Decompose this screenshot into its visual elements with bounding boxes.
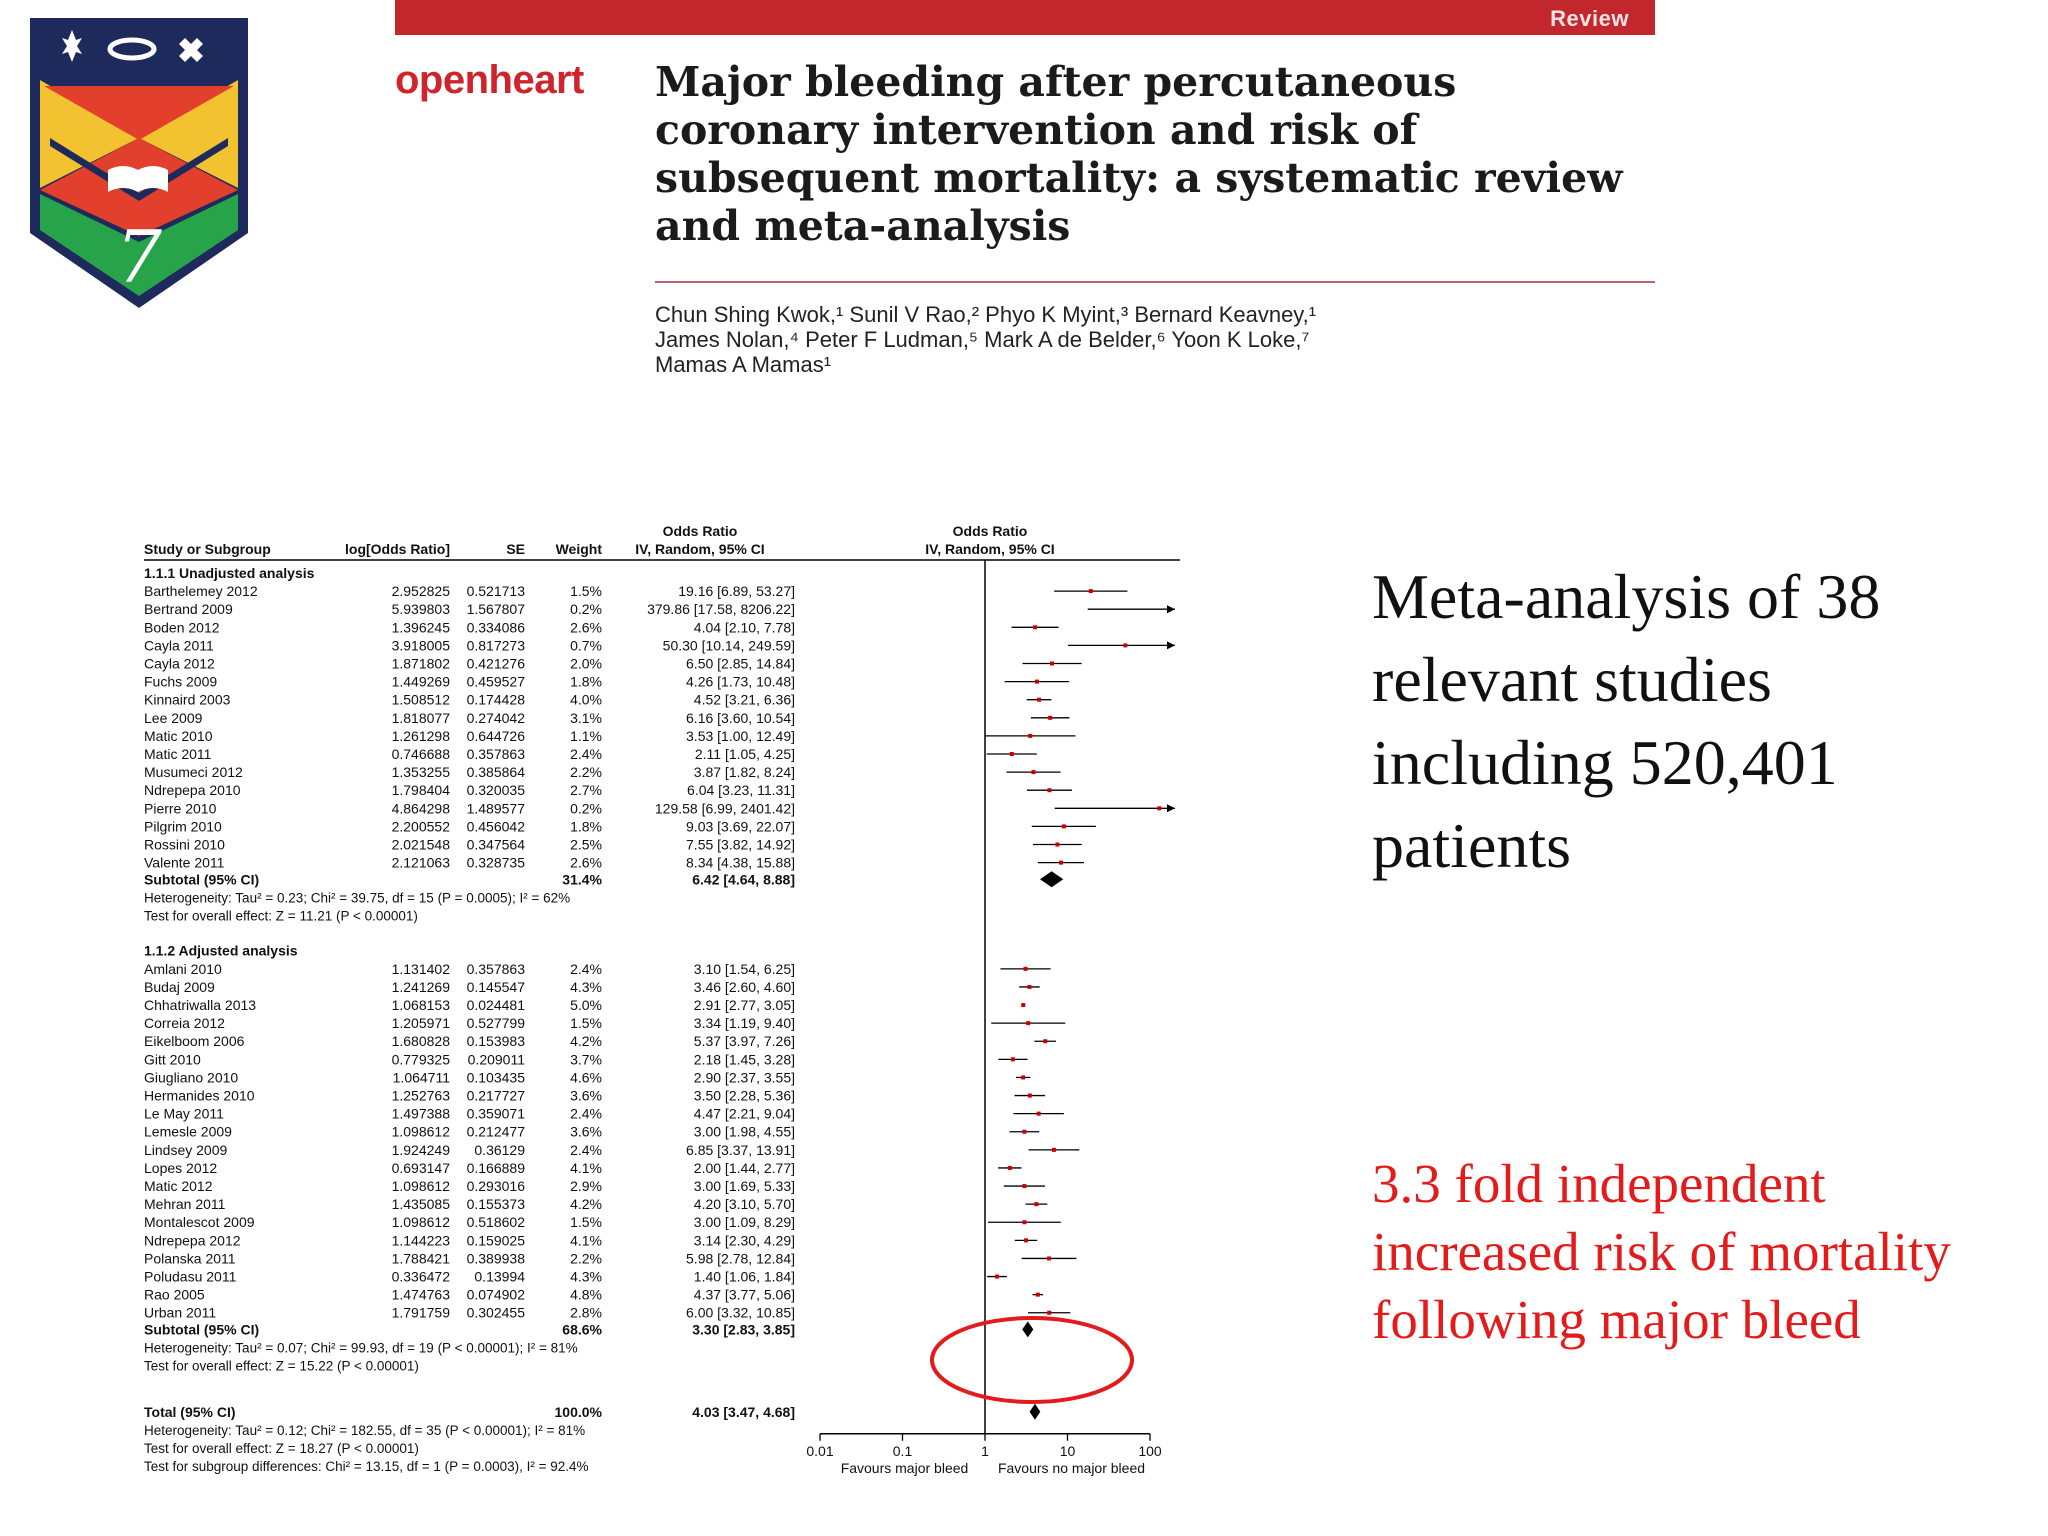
study-name: Rao 2005 (144, 1286, 205, 1303)
study-ci-text: 2.18 [1.45, 3.28] (693, 1051, 795, 1068)
study-logor: 1.871802 (391, 655, 450, 672)
study-logor: 1.205971 (391, 1015, 450, 1032)
study-1-10-point (1052, 1148, 1056, 1152)
study-logor: 1.497388 (391, 1105, 450, 1122)
study-se: 0.456042 (466, 818, 525, 835)
study-weight: 0.2% (570, 601, 602, 618)
study-logor: 5.939803 (391, 601, 450, 618)
study-logor: 1.098612 (391, 1214, 450, 1231)
study-weight: 1.8% (570, 818, 602, 835)
study-weight: 2.6% (570, 854, 602, 871)
study-ci-text: 6.04 [3.23, 11.31] (687, 782, 795, 799)
study-name: Kinnaird 2003 (144, 691, 231, 708)
study-ci-text: 4.47 [2.21, 9.04] (693, 1105, 795, 1122)
study-se: 1.489577 (466, 800, 525, 817)
study-se: 0.074902 (466, 1286, 525, 1303)
study-logor: 1.098612 (391, 1123, 450, 1140)
subtotal-diamond (1022, 1321, 1033, 1337)
study-name: Hermanides 2010 (144, 1087, 255, 1104)
weight-column-header: Weight (555, 541, 602, 557)
study-ci-text: 129.58 [6.99, 2401.42] (654, 800, 795, 817)
study-se: 0.13994 (474, 1268, 525, 1285)
study-ci-text: 379.86 [17.58, 8206.22] (647, 601, 795, 618)
study-1-19-point (1047, 1311, 1051, 1315)
study-weight: 5.0% (570, 997, 602, 1014)
subtotal-label: Subtotal (95% CI) (144, 1321, 260, 1338)
study-1-11-point (1008, 1166, 1012, 1170)
study-name: Pilgrim 2010 (144, 818, 222, 835)
x-label-left: Favours major bleed (840, 1459, 969, 1476)
study-logor: 1.396245 (391, 619, 450, 636)
result-annotation: 3.3 fold independent increased risk of mortality following major bleed (1372, 1153, 1951, 1350)
study-0-12-point (1157, 806, 1161, 810)
study-ci-text: 9.03 [3.69, 22.07] (686, 818, 795, 835)
study-1-6-point (1021, 1075, 1025, 1079)
x-tick-label: 10 (1059, 1442, 1076, 1459)
study-1-18-point (1036, 1293, 1040, 1297)
study-name: Lopes 2012 (144, 1159, 218, 1176)
study-weight: 2.9% (570, 1178, 602, 1195)
study-0-5-point (1035, 680, 1039, 684)
article-title: Major bleeding after percutaneous coronary intervention and risk of subsequent mortality: a systematic review and meta-analysis (655, 58, 1623, 250)
study-weight: 0.2% (570, 800, 602, 817)
study-se: 0.521713 (466, 583, 525, 600)
x-tick-label: 0.1 (892, 1442, 913, 1459)
or-column-subheader: IV, Random, 95% CI (635, 541, 765, 557)
or-column-header: Odds Ratio (662, 523, 738, 539)
study-name: Le May 2011 (144, 1105, 224, 1122)
subgroup-difference-text: Test for subgroup differences: Chi² = 13.15, df = 1 (P = 0.0003), I² = 92.4% (144, 1459, 589, 1475)
study-ci-text: 3.00 [1.98, 4.55] (693, 1123, 795, 1140)
study-name: Matic 2010 (144, 727, 213, 744)
study-se: 0.293016 (466, 1178, 525, 1195)
study-ci-text: 2.00 [1.44, 2.77] (693, 1159, 795, 1176)
study-weight: 2.4% (570, 746, 602, 762)
total-weight: 100.0% (554, 1403, 602, 1420)
study-name: Ndrepepa 2010 (144, 782, 241, 799)
study-se: 0.153983 (466, 1033, 525, 1050)
study-1-5-point (1011, 1057, 1015, 1061)
study-0-12-arrow (1167, 804, 1175, 812)
overall-effect-text: Test for overall effect: Z = 15.22 (P < 0.00001) (144, 1358, 419, 1374)
plot-column-subheader: IV, Random, 95% CI (925, 541, 1055, 557)
study-weight: 1.8% (570, 673, 602, 690)
study-weight: 2.7% (570, 782, 602, 799)
study-name: Boden 2012 (144, 619, 220, 636)
study-se: 0.155373 (466, 1196, 525, 1213)
study-name: Lindsey 2009 (144, 1141, 228, 1158)
study-name: Bertrand 2009 (144, 601, 233, 618)
study-ci-text: 3.00 [1.09, 8.29] (693, 1214, 795, 1231)
study-1-9-point (1022, 1130, 1026, 1134)
total-label: Total (95% CI) (144, 1403, 236, 1420)
study-logor: 1.261298 (391, 727, 450, 744)
study-ci-text: 5.98 [2.78, 12.84] (686, 1250, 795, 1267)
study-weight: 3.6% (570, 1123, 602, 1140)
study-name: Matic 2011 (144, 746, 212, 762)
study-weight: 2.0% (570, 655, 602, 672)
study-weight: 0.7% (570, 637, 602, 654)
study-name: Gitt 2010 (144, 1051, 201, 1068)
study-1-7-point (1028, 1094, 1032, 1098)
study-se: 0.217727 (466, 1087, 525, 1104)
study-ci-text: 3.53 [1.00, 12.49] (686, 727, 795, 744)
study-ci-text: 4.52 [3.21, 6.36] (693, 691, 795, 708)
study-weight: 4.0% (570, 691, 602, 708)
study-1-17-point (995, 1275, 999, 1279)
subgroup-title: 1.1.2 Adjusted analysis (144, 942, 298, 959)
journal-brand: openheart (395, 58, 584, 102)
subtotal-label: Subtotal (95% CI) (144, 871, 260, 888)
study-se: 0.212477 (466, 1123, 525, 1140)
study-1-2-point (1021, 1003, 1025, 1007)
study-ci-text: 2.11 [1.05, 4.25] (694, 746, 795, 762)
study-weight: 3.6% (570, 1087, 602, 1104)
study-ci-text: 3.46 [2.60, 4.60] (693, 978, 795, 995)
study-logor: 3.918005 (391, 637, 450, 654)
study-logor: 1.818077 (391, 709, 450, 726)
study-logor: 4.864298 (391, 800, 450, 817)
study-1-12-point (1022, 1184, 1026, 1188)
study-weight: 4.2% (570, 1033, 602, 1050)
study-weight: 2.4% (570, 960, 602, 977)
study-logor: 1.474763 (391, 1286, 450, 1303)
study-weight: 4.8% (570, 1286, 602, 1303)
study-weight: 1.5% (570, 1015, 602, 1032)
study-ci-text: 19.16 [6.89, 53.27] (678, 583, 795, 600)
study-se: 0.166889 (466, 1159, 525, 1176)
study-se: 0.644726 (466, 727, 525, 744)
study-logor: 0.746688 (391, 746, 450, 762)
university-crest-logo (30, 18, 248, 308)
study-logor: 1.508512 (391, 691, 450, 708)
study-se: 0.359071 (466, 1105, 525, 1122)
study-se: 0.103435 (466, 1069, 525, 1086)
study-se: 0.421276 (466, 655, 525, 672)
study-name: Polanska 2011 (144, 1250, 236, 1267)
study-column-header: Study or Subgroup (144, 541, 271, 557)
study-1-16-point (1047, 1256, 1051, 1260)
study-weight: 4.3% (570, 978, 602, 995)
crest-number: 7 (116, 215, 162, 299)
study-logor: 1.144223 (391, 1232, 450, 1249)
study-name: Fuchs 2009 (144, 673, 218, 690)
study-0-1-arrow (1167, 605, 1175, 613)
study-weight: 1.1% (570, 727, 602, 744)
study-se: 0.817273 (466, 637, 525, 654)
summary-annotation: Meta-analysis of 38 relevant studies including 520,401 patients (1372, 561, 1881, 881)
study-0-9-point (1010, 752, 1014, 756)
study-0-3-arrow (1167, 641, 1175, 649)
study-0-13-point (1062, 824, 1066, 828)
study-name: Giugliano 2010 (144, 1069, 239, 1086)
study-se: 0.145547 (466, 978, 525, 995)
study-logor: 2.952825 (391, 583, 450, 600)
study-0-2-point (1033, 625, 1037, 629)
total-overall-effect-text: Test for overall effect: Z = 18.27 (P < 0.00001) (144, 1440, 419, 1456)
study-se: 1.567807 (466, 601, 525, 618)
study-name: Amlani 2010 (144, 960, 222, 977)
study-ci-text: 7.55 [3.82, 14.92] (686, 836, 795, 853)
study-ci-text: 1.40 [1.06, 1.84] (693, 1268, 795, 1285)
subtotal-weight: 31.4% (562, 871, 602, 888)
study-ci-text: 3.00 [1.69, 5.33] (693, 1178, 795, 1195)
authors-line-3: Mamas A Mamas¹ (655, 352, 832, 377)
study-name: Cayla 2012 (144, 655, 215, 672)
study-logor: 1.252763 (391, 1087, 450, 1104)
study-1-15-point (1024, 1238, 1028, 1242)
study-se: 0.209011 (467, 1051, 525, 1068)
subgroup-title: 1.1.1 Unadjusted analysis (144, 565, 315, 581)
authors-line-2: James Nolan,⁴ Peter F Ludman,⁵ Mark A de Belder,⁶ Yoon K Loke,⁷ (655, 327, 1310, 352)
study-0-10-point (1031, 770, 1035, 774)
study-logor: 1.798404 (391, 782, 450, 799)
total-ci-text: 4.03 [3.47, 4.68] (692, 1403, 795, 1420)
study-logor: 1.131402 (391, 960, 450, 977)
study-se: 0.357863 (466, 960, 525, 977)
study-weight: 4.1% (570, 1232, 602, 1249)
study-name: Poludasu 2011 (144, 1268, 237, 1285)
study-ci-text: 4.37 [3.77, 5.06] (693, 1286, 795, 1303)
study-logor: 1.680828 (391, 1033, 450, 1050)
subtotal-ci-text: 3.30 [2.83, 3.85] (692, 1321, 795, 1338)
forest-plot (140, 520, 1200, 1510)
heterogeneity-text: Heterogeneity: Tau² = 0.23; Chi² = 39.75, df = 15 (P = 0.0005); I² = 62% (144, 890, 571, 906)
study-ci-text: 4.04 [2.10, 7.78] (693, 619, 795, 636)
study-ci-text: 2.90 [2.37, 3.55] (693, 1069, 795, 1086)
study-ci-text: 5.37 [3.97, 7.26] (693, 1033, 795, 1050)
study-ci-text: 6.00 [3.32, 10.85] (686, 1304, 795, 1321)
study-logor: 1.353255 (391, 764, 450, 781)
study-weight: 2.4% (570, 1141, 602, 1158)
authors-line-1: Chun Shing Kwok,¹ Sunil V Rao,² Phyo K Myint,³ Bernard Keavney,¹ (655, 302, 1317, 327)
study-name: Urban 2011 (144, 1304, 217, 1321)
study-logor: 1.068153 (391, 997, 450, 1014)
study-name: Chhatriwalla 2013 (144, 997, 257, 1014)
study-0-8-point (1028, 734, 1032, 738)
study-name: Musumeci 2012 (144, 764, 243, 781)
overall-effect-text: Test for overall effect: Z = 11.21 (P < 0.00001) (144, 908, 418, 924)
section-label: Review (1550, 6, 1629, 31)
subtotal-ci-text: 6.42 [4.64, 8.88] (692, 871, 795, 888)
study-0-7-point (1048, 716, 1052, 720)
study-name: Budaj 2009 (144, 978, 215, 995)
study-ci-text: 3.10 [1.54, 6.25] (693, 960, 795, 977)
x-tick-label: 1 (981, 1442, 989, 1459)
study-1-8-point (1037, 1112, 1041, 1116)
study-weight: 4.2% (570, 1196, 602, 1213)
study-logor: 1.788421 (391, 1250, 450, 1267)
study-1-14-point (1022, 1220, 1026, 1224)
x-label-right: Favours no major bleed (997, 1459, 1146, 1476)
study-ci-text: 6.16 [3.60, 10.54] (686, 709, 795, 726)
study-name: Eikelboom 2006 (144, 1033, 245, 1050)
study-weight: 1.5% (570, 583, 602, 600)
study-weight: 4.3% (570, 1268, 602, 1285)
study-logor: 1.241269 (391, 978, 450, 995)
study-weight: 3.7% (570, 1051, 602, 1068)
study-weight: 4.6% (570, 1069, 602, 1086)
study-ci-text: 6.85 [3.37, 13.91] (686, 1141, 795, 1158)
study-name: Cayla 2011 (144, 637, 214, 654)
study-weight: 1.5% (570, 1214, 602, 1231)
study-logor: 0.693147 (391, 1159, 450, 1176)
study-name: Rossini 2010 (144, 836, 225, 853)
study-weight: 2.2% (570, 1250, 602, 1267)
study-se: 0.385864 (466, 764, 525, 781)
plot-column-header: Odds Ratio (952, 523, 1028, 539)
study-ci-text: 4.20 [3.10, 5.70] (693, 1196, 795, 1213)
study-se: 0.389938 (466, 1250, 525, 1267)
study-weight: 2.4% (570, 1105, 602, 1122)
study-logor: 1.791759 (391, 1304, 450, 1321)
study-logor: 2.021548 (391, 836, 450, 853)
study-se: 0.302455 (466, 1304, 525, 1321)
study-0-15-point (1059, 861, 1063, 865)
study-name: Lee 2009 (144, 709, 203, 726)
section-bar (395, 0, 1655, 35)
study-se: 0.174428 (466, 691, 525, 708)
study-ci-text: 6.50 [2.85, 14.84] (686, 655, 795, 672)
study-ci-text: 2.91 [2.77, 3.05] (693, 997, 795, 1014)
study-logor: 1.924249 (391, 1141, 450, 1158)
study-se: 0.024481 (466, 997, 525, 1014)
x-tick-label: 0.01 (806, 1442, 834, 1459)
study-se: 0.357863 (466, 746, 525, 762)
study-0-11-point (1047, 788, 1051, 792)
study-0-14-point (1055, 843, 1059, 847)
study-se: 0.36129 (474, 1141, 525, 1158)
study-se: 0.274042 (466, 709, 525, 726)
study-weight: 2.5% (570, 836, 602, 853)
study-ci-text: 3.50 [2.28, 5.36] (693, 1087, 795, 1104)
study-ci-text: 3.14 [2.30, 4.29] (693, 1232, 795, 1249)
total-heterogeneity-text: Heterogeneity: Tau² = 0.12; Chi² = 182.55, df = 35 (P < 0.00001); I² = 81% (144, 1422, 586, 1438)
study-name: Pierre 2010 (144, 800, 217, 817)
study-logor: 2.200552 (391, 818, 450, 835)
study-1-13-point (1034, 1202, 1038, 1206)
study-logor: 1.449269 (391, 673, 450, 690)
study-name: Barthelemey 2012 (144, 583, 258, 600)
study-1-4-point (1043, 1039, 1047, 1043)
study-logor: 0.336472 (391, 1268, 450, 1285)
logor-column-header: log[Odds Ratio] (345, 541, 450, 557)
study-weight: 2.8% (570, 1304, 602, 1321)
study-1-1-point (1027, 985, 1031, 989)
study-0-6-point (1037, 698, 1041, 702)
study-ci-text: 50.30 [10.14, 249.59] (662, 637, 795, 654)
study-name: Mehran 2011 (144, 1196, 226, 1213)
study-name: Correia 2012 (144, 1015, 225, 1032)
study-logor: 1.098612 (391, 1178, 450, 1195)
study-se: 0.328735 (466, 854, 525, 871)
heterogeneity-text: Heterogeneity: Tau² = 0.07; Chi² = 99.93, df = 19 (P < 0.00001); I² = 81% (144, 1340, 578, 1356)
study-0-4-point (1050, 662, 1054, 666)
subtotal-weight: 68.6% (562, 1321, 602, 1338)
study-weight: 3.1% (570, 709, 602, 726)
total-diamond (1030, 1404, 1041, 1420)
study-logor: 1.064711 (392, 1069, 450, 1086)
study-se: 0.159025 (466, 1232, 525, 1249)
author-list (655, 302, 1655, 377)
study-0-0-point (1089, 589, 1093, 593)
study-0-3-point (1123, 643, 1127, 647)
study-weight: 2.2% (570, 764, 602, 781)
title-divider (655, 281, 1655, 283)
study-name: Ndrepepa 2012 (144, 1232, 241, 1249)
study-se: 0.518602 (466, 1214, 525, 1231)
study-1-0-point (1024, 967, 1028, 971)
study-ci-text: 3.87 [1.82, 8.24] (693, 764, 795, 781)
study-se: 0.527799 (466, 1015, 525, 1032)
x-tick-label: 100 (1138, 1442, 1162, 1459)
study-name: Valente 2011 (144, 854, 225, 871)
se-column-header: SE (506, 541, 525, 557)
study-ci-text: 3.34 [1.19, 9.40] (693, 1015, 795, 1032)
study-weight: 2.6% (570, 619, 602, 636)
study-name: Matic 2012 (144, 1178, 213, 1195)
study-se: 0.347564 (466, 836, 525, 853)
subtotal-diamond (1040, 871, 1063, 887)
study-se: 0.320035 (466, 782, 525, 799)
study-logor: 1.435085 (391, 1196, 450, 1213)
study-ci-text: 4.26 [1.73, 10.48] (686, 673, 795, 690)
study-se: 0.334086 (466, 619, 525, 636)
study-se: 0.459527 (466, 673, 525, 690)
study-logor: 2.121063 (391, 854, 450, 871)
study-weight: 4.1% (570, 1159, 602, 1176)
study-name: Lemesle 2009 (144, 1123, 232, 1140)
study-ci-text: 8.34 [4.38, 15.88] (686, 854, 795, 871)
study-name: Montalescot 2009 (144, 1214, 255, 1231)
study-logor: 0.779325 (391, 1051, 450, 1068)
study-1-3-point (1026, 1021, 1030, 1025)
